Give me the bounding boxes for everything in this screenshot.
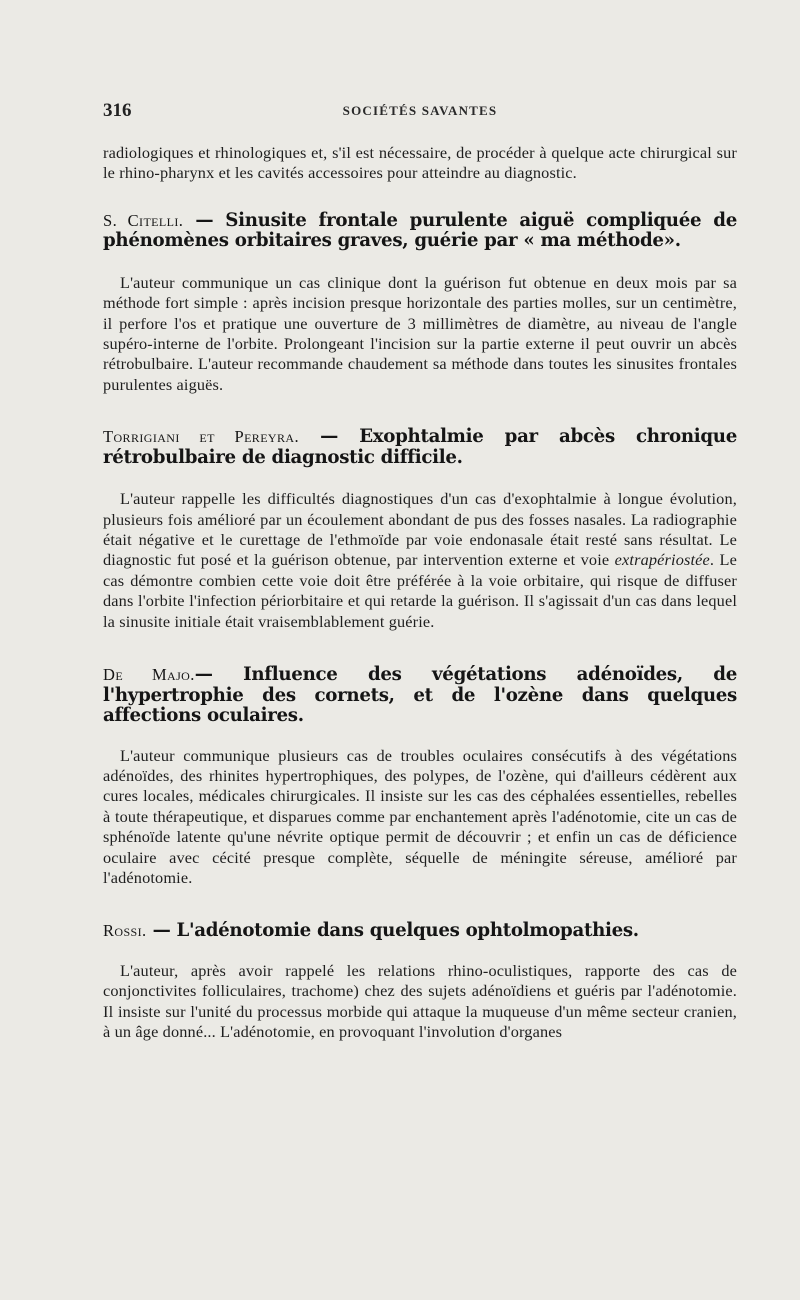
rossi-author: Rossi. [103,921,147,941]
torrigiani-body-part2: . Le cas démontre combien cette voie doit être préférée à la voie orbitaire, qui risque de diffuser dans l'orbite l'infection périorbitaire et qui retarde la guérison. Il s'agissait d'un cas dans lequel la sinusite initiale était vraisemblablement guérie. [103,550,737,631]
torrigiani-heading [103,427,737,468]
citelli-author: S. Citelli. [103,210,184,230]
intro-paragraph: radiologiques et rhinologiques et, s'il est nécessaire, de procéder à quelque acte chirurgical sur le rhino-pharynx et les cavités accessoires pour atteindre au diagnostic. [103,143,737,183]
page-body [103,143,737,1043]
running-head: SOCIÉTÉS SAVANTES [342,103,498,118]
citelli-title: Sinusite frontale purulente aiguë compliquée de phénomènes orbitaires graves, guérie par « ma méthode». [103,209,737,252]
citelli-heading [103,211,737,252]
torrigiani-body [103,489,737,632]
demajo-body: L'auteur communique plusieurs cas de troubles oculaires consécutifs à des végétations adénoïdes, des rhinites hypertrophiques, des polypes, de l'ozène, qui d'ailleurs cédèrent aux cures locales, médicales chirurgicales. Il insiste sur les cas des céphalées essentielles, rebelles à toute thérapeutique, et disparues comme par enchantement après l'adénotomie, cite un cas de sphénoïde latente qu'une névrite optique permit de découvrir ; et enfin un cas de déficience oculaire avec cécité presque complète, séquelle de méningite séreuse, amélioré par l'adénotomie. [103,745,737,888]
rossi-heading [103,921,737,942]
rossi-body: L'auteur, après avoir rappelé les relations rhino-oculistiques, rapporte des cas de conjonctivites folliculaires, trachome) chez des sujets adénoïdiens et guéris par l'adénotomie. Il insiste sur l'unité du processus morbide qui attaque la muqueuse d'un même secteur cranien, à un âge donné... L'adénotomie, en provoquant l'involution d'organes [103,960,737,1042]
rossi-title: L'adénotomie dans quelques ophtolmopathies. [176,920,639,942]
citelli-body: L'auteur communique un cas clinique dont la guérison fut obtenue en deux mois par sa méthode fort simple : après incision presque horizontale des parties molles, sur un centimètre, il perfore l'os et pratique une ouverture de 3 millimètres de diamètre, au niveau de l'angle supéro-interne de l'orbite. Prolongeant l'incision sur la partie externe il peut ouvrir un abcès rétrobulbaire. L'auteur recommande chaudement sa méthode dans toutes les sinusites frontales purulentes aiguës. [103,272,737,394]
torrigiani-author: Torrigiani et Pereyra. [103,427,299,447]
demajo-dash: — [194,664,244,686]
rossi-dash: — [146,920,177,942]
page-header [103,100,737,124]
torrigiani-body-italic: extrapériostée [614,550,710,570]
demajo-author: De Majo. [103,665,195,685]
citelli-dash: — [183,209,226,231]
torrigiani-body-part1: L'auteur rappelle les difficultés diagnostiques d'un cas d'exophtalmie à longue évolution, plusieurs fois amélioré par un écoulement abondant de pus des fosses nasales. La radiographie était négative et le curettage de l'ethmoïde par voie endonasale était resté sans résultat. Le diagnostic fut posé et la guérison obtenue, par intervention externe et voie [103,489,737,570]
demajo-heading [103,665,737,727]
torrigiani-title: Exophtalmie par abcès chronique rétrobulbaire de diagnostic difficile. [103,426,737,468]
demajo-title: Influence des végétations adénoïdes, de l'hypertrophie des cornets, et de l'ozène dans quelques affections oculaires. [103,664,737,727]
page-number: 316 [103,100,132,121]
torrigiani-dash: — [299,426,360,448]
